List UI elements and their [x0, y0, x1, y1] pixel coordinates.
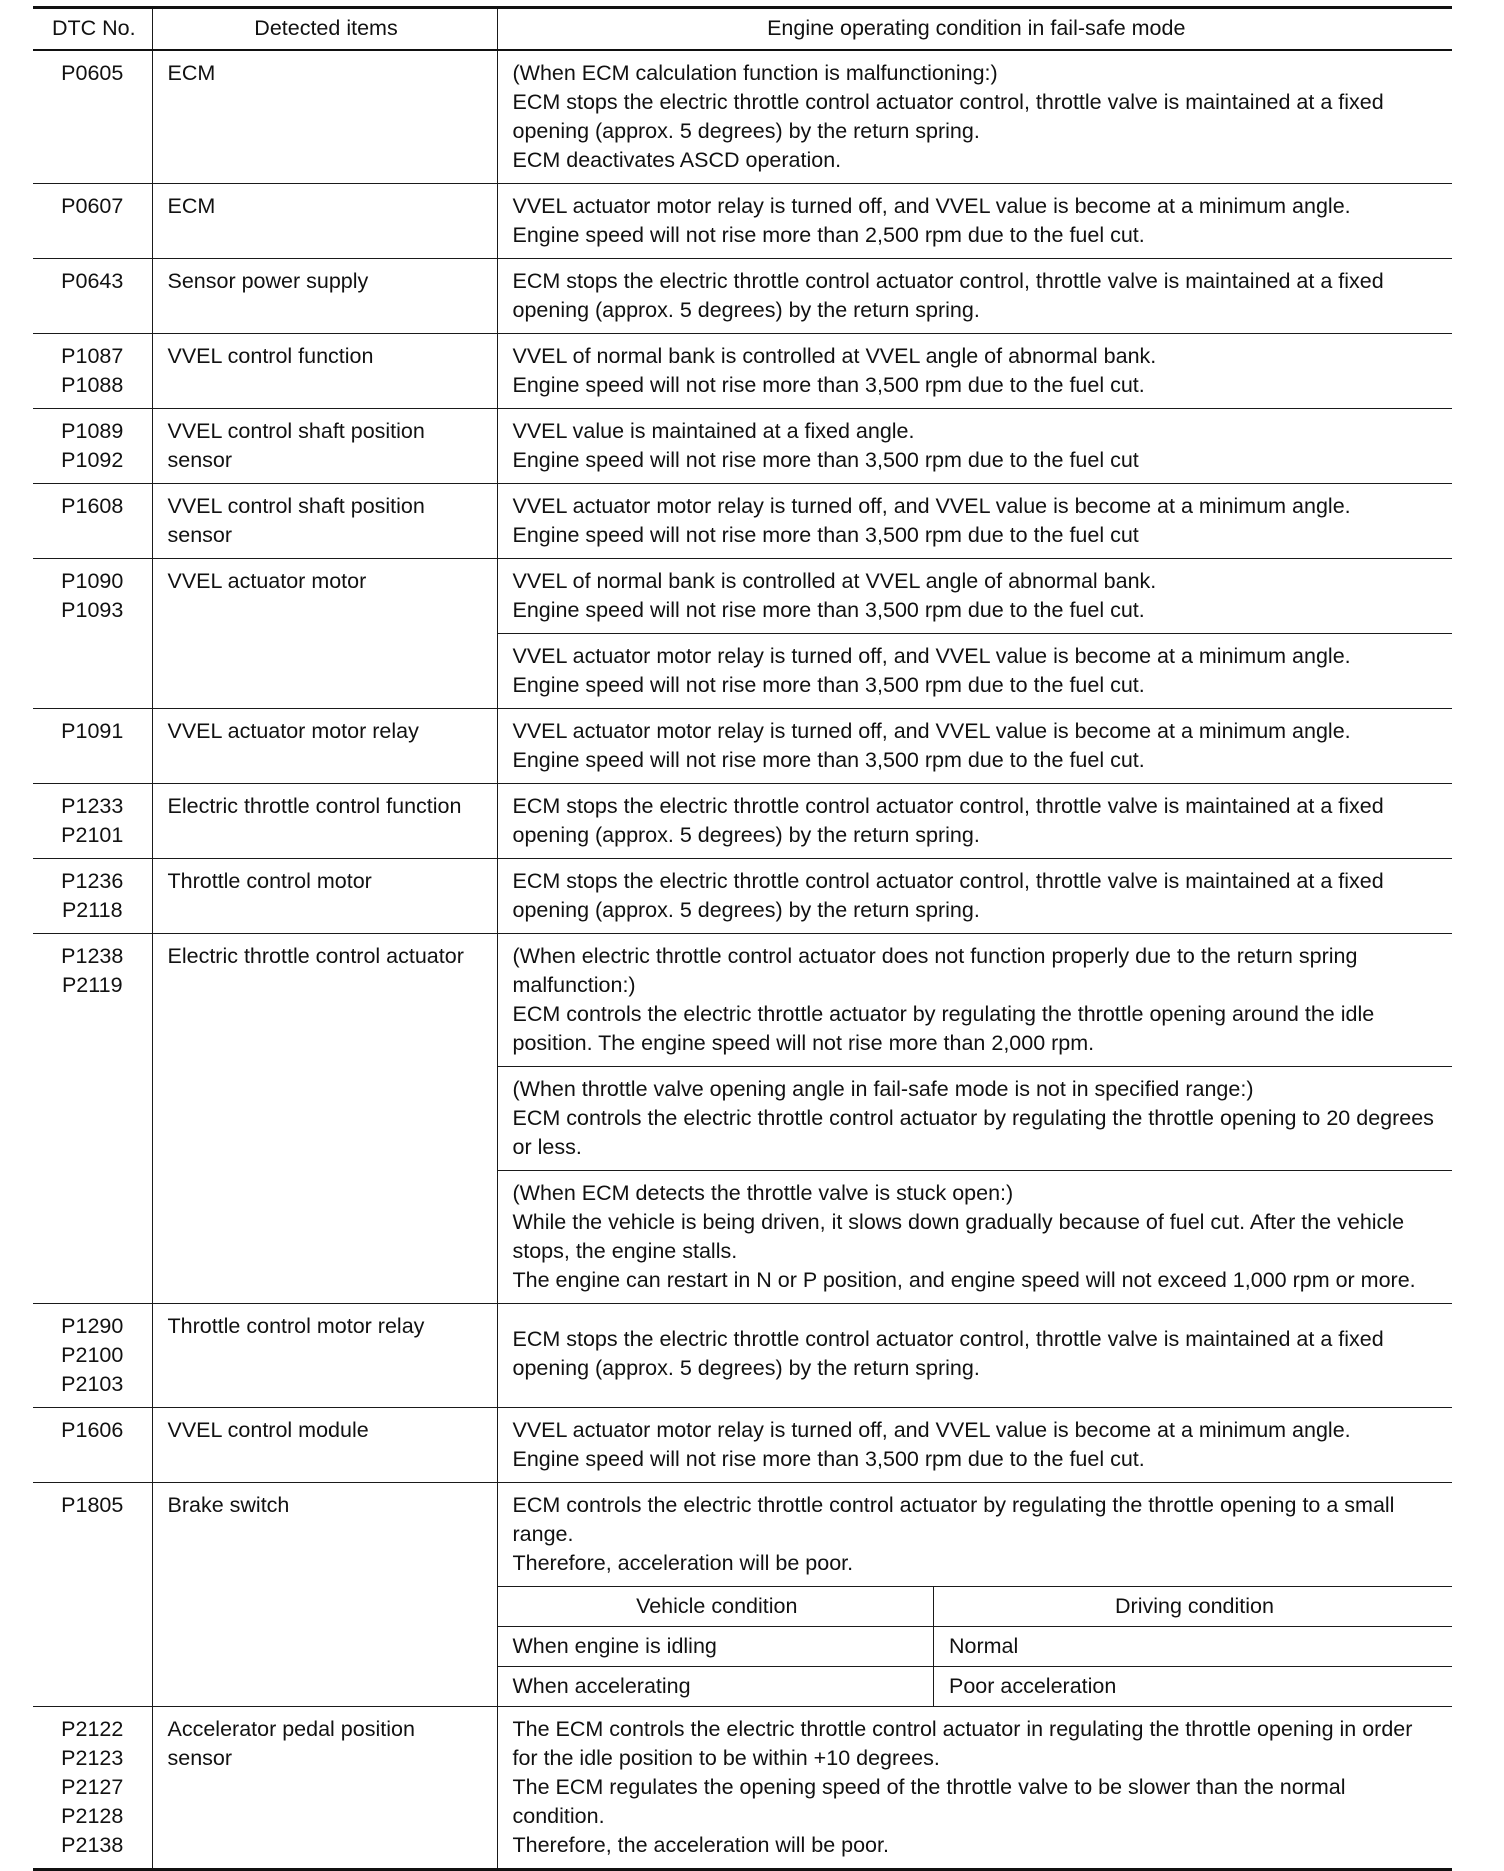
condition-cell — [497, 859, 1452, 934]
condition-line: The ECM regulates the opening speed of the throttle valve to be slower than the normal condition. — [512, 1775, 1346, 1828]
table-row — [33, 1483, 1452, 1707]
condition-block — [498, 51, 1453, 183]
detected-item: Throttle control motor — [152, 859, 497, 934]
dtc-code: P2128 — [61, 1804, 124, 1828]
condition-block — [498, 1483, 1453, 1586]
condition-line: The engine can restart in N or P position, and engine speed will not exceed 1,000 rpm or more. — [512, 1268, 1416, 1292]
table-row — [33, 1304, 1452, 1408]
detected-item: Throttle control motor relay — [152, 1304, 497, 1408]
subtable-cell: When engine is idling — [498, 1627, 934, 1667]
dtc-code: P0605 — [61, 61, 124, 85]
dtc-code: P2127 — [61, 1775, 124, 1799]
condition-block — [498, 859, 1453, 933]
detected-item: Electric throttle control function — [152, 784, 497, 859]
dtc-cell — [33, 784, 152, 859]
condition-text — [513, 492, 1441, 550]
table-row — [33, 184, 1452, 259]
condition-cell — [497, 709, 1452, 784]
condition-line: Engine speed will not rise more than 3,500 rpm due to the fuel cut. — [512, 373, 1145, 397]
header-detected-items: Detected items — [152, 8, 497, 51]
condition-text — [513, 1416, 1441, 1474]
table-body — [33, 50, 1452, 1870]
condition-line: ECM deactivates ASCD operation. — [512, 148, 842, 172]
condition-line: Engine speed will not rise more than 3,500 rpm due to the fuel cut. — [512, 598, 1145, 622]
dtc-cell — [33, 1483, 152, 1707]
dtc-cell — [33, 259, 152, 334]
condition-block — [498, 259, 1453, 333]
condition-text — [513, 942, 1441, 1058]
dtc-code: P1236 — [61, 869, 124, 893]
dtc-code: P1089 — [61, 419, 124, 443]
dtc-cell — [33, 934, 152, 1304]
condition-line: ECM controls the electric throttle actuator by regulating the throttle opening around the idle position. The engine speed will not rise more than 2,000 rpm. — [512, 1002, 1375, 1055]
condition-text — [513, 1325, 1441, 1383]
condition-cell — [497, 334, 1452, 409]
condition-cell — [497, 1483, 1452, 1707]
detected-item: ECM — [152, 184, 497, 259]
condition-block — [498, 633, 1453, 708]
table-row — [33, 784, 1452, 859]
condition-block — [498, 1707, 1453, 1868]
condition-line: The ECM controls the electric throttle control actuator in regulating the throttle opening in order for the idle position to be within +10 degrees. — [512, 1717, 1413, 1770]
subtable-cell: Poor acceleration — [934, 1667, 1453, 1707]
condition-text — [513, 867, 1441, 925]
condition-block — [498, 484, 1453, 558]
detected-item: ECM — [152, 50, 497, 184]
condition-text — [513, 717, 1441, 775]
dtc-cell — [33, 859, 152, 934]
condition-line: ECM controls the electric throttle control actuator by regulating the throttle opening to a small range. — [512, 1493, 1395, 1546]
dtc-code: P0607 — [61, 194, 124, 218]
condition-cell — [497, 1707, 1452, 1870]
condition-line: (When throttle valve opening angle in fail-safe mode is not in specified range:) — [512, 1077, 1254, 1101]
dtc-cell — [33, 184, 152, 259]
dtc-code: P1091 — [61, 719, 124, 743]
detected-item: Electric throttle control actuator — [152, 934, 497, 1304]
detected-item: VVEL control module — [152, 1408, 497, 1483]
condition-text — [513, 642, 1441, 700]
dtc-code: P1088 — [61, 373, 124, 397]
condition-text — [513, 1715, 1441, 1860]
condition-line: ECM stops the electric throttle control actuator control, throttle valve is maintained at a fixed opening (approx. 5 degrees) by the return spring. — [512, 90, 1384, 143]
condition-cell — [497, 1408, 1452, 1483]
detected-item: VVEL control function — [152, 334, 497, 409]
brake-switch-subtable — [498, 1586, 1453, 1706]
condition-line: VVEL actuator motor relay is turned off, and VVEL value is become at a minimum angle. — [512, 494, 1351, 518]
detected-item: Brake switch — [152, 1483, 497, 1707]
subtable-cell: When accelerating — [498, 1667, 934, 1707]
dtc-code: P2122 — [61, 1717, 124, 1741]
subtable-header: Driving condition — [934, 1587, 1453, 1627]
condition-text — [513, 59, 1441, 175]
table-row — [33, 1408, 1452, 1483]
dtc-code: P1087 — [61, 344, 124, 368]
condition-line: Therefore, the acceleration will be poor. — [512, 1833, 889, 1857]
dtc-code: P1093 — [61, 598, 124, 622]
condition-cell — [497, 784, 1452, 859]
condition-line: VVEL actuator motor relay is turned off, and VVEL value is become at a minimum angle. — [512, 719, 1351, 743]
condition-line: VVEL actuator motor relay is turned off, and VVEL value is become at a minimum angle. — [512, 644, 1351, 668]
fail-safe-table — [33, 6, 1452, 1871]
condition-block — [498, 1170, 1453, 1303]
condition-block — [498, 334, 1453, 408]
table-row — [33, 1707, 1452, 1870]
condition-line: Engine speed will not rise more than 3,500 rpm due to the fuel cut — [512, 448, 1139, 472]
condition-text — [513, 1491, 1441, 1578]
condition-block — [498, 784, 1453, 858]
table-header-row — [33, 8, 1452, 51]
condition-cell — [497, 184, 1452, 259]
condition-text — [513, 342, 1441, 400]
condition-cell — [497, 50, 1452, 184]
detected-item: VVEL control shaft position sensor — [152, 484, 497, 559]
dtc-cell — [33, 409, 152, 484]
table-row — [33, 334, 1452, 409]
table-row — [33, 934, 1452, 1304]
condition-line: VVEL actuator motor relay is turned off, and VVEL value is become at a minimum angle. — [512, 194, 1351, 218]
condition-line: Engine speed will not rise more than 3,500 rpm due to the fuel cut. — [512, 748, 1145, 772]
detected-item: Accelerator pedal position sensor — [152, 1707, 497, 1870]
table-row — [33, 259, 1452, 334]
header-condition: Engine operating condition in fail-safe mode — [497, 8, 1452, 51]
table-row — [33, 409, 1452, 484]
detected-item: VVEL actuator motor relay — [152, 709, 497, 784]
condition-line: (When electric throttle control actuator does not function properly due to the return spring malfunction:) — [512, 944, 1358, 997]
condition-block — [498, 559, 1453, 633]
dtc-code: P0643 — [61, 269, 124, 293]
condition-block — [498, 1066, 1453, 1170]
dtc-code: P1608 — [61, 494, 124, 518]
dtc-code: P1606 — [61, 1418, 124, 1442]
dtc-code: P1290 — [61, 1314, 124, 1338]
condition-block — [498, 184, 1453, 258]
condition-line: Therefore, acceleration will be poor. — [512, 1551, 854, 1575]
detected-item: Sensor power supply — [152, 259, 497, 334]
condition-text — [513, 792, 1441, 850]
dtc-code: P1090 — [61, 569, 124, 593]
condition-line: ECM controls the electric throttle control actuator by regulating the throttle opening to 20 degrees or less. — [512, 1106, 1434, 1159]
dtc-code: P2100 — [61, 1343, 124, 1367]
dtc-code: P1092 — [61, 448, 124, 472]
condition-text — [513, 567, 1441, 625]
subtable-row — [498, 1627, 1453, 1667]
dtc-code: P2118 — [61, 898, 123, 922]
table-row — [33, 484, 1452, 559]
detected-item: VVEL actuator motor — [152, 559, 497, 709]
table-row — [33, 50, 1452, 184]
condition-cell — [497, 1304, 1452, 1408]
condition-line: VVEL value is maintained at a fixed angle. — [512, 419, 915, 443]
condition-line: Engine speed will not rise more than 3,500 rpm due to the fuel cut. — [512, 1447, 1145, 1471]
condition-line: Engine speed will not rise more than 2,500 rpm due to the fuel cut. — [512, 223, 1145, 247]
condition-line: (When ECM calculation function is malfunctioning:) — [512, 61, 998, 85]
condition-cell — [497, 559, 1452, 709]
dtc-code: P2119 — [61, 973, 123, 997]
dtc-code: P2101 — [61, 823, 124, 847]
condition-text — [513, 417, 1441, 475]
table-row — [33, 559, 1452, 709]
dtc-cell — [33, 709, 152, 784]
condition-cell — [497, 934, 1452, 1304]
condition-cell — [497, 409, 1452, 484]
dtc-code: P1233 — [61, 794, 124, 818]
detected-item: VVEL control shaft position sensor — [152, 409, 497, 484]
condition-line: ECM stops the electric throttle control actuator control, throttle valve is maintained at a fixed opening (approx. 5 degrees) by the return spring. — [512, 794, 1384, 847]
condition-line: Engine speed will not rise more than 3,500 rpm due to the fuel cut. — [512, 673, 1145, 697]
condition-line: ECM stops the electric throttle control actuator control, throttle valve is maintained at a fixed opening (approx. 5 degrees) by the return spring. — [512, 1327, 1384, 1380]
condition-cell — [497, 484, 1452, 559]
dtc-code: P2138 — [61, 1833, 124, 1857]
condition-block — [498, 1408, 1453, 1482]
dtc-cell — [33, 1408, 152, 1483]
dtc-cell — [33, 50, 152, 184]
condition-text — [513, 1075, 1441, 1162]
condition-cell — [497, 259, 1452, 334]
subtable-header-row — [498, 1587, 1453, 1627]
condition-line: VVEL of normal bank is controlled at VVEL angle of abnormal bank. — [512, 344, 1157, 368]
table-row — [33, 859, 1452, 934]
dtc-cell — [33, 1707, 152, 1870]
subtable-row — [498, 1667, 1453, 1707]
condition-line: VVEL of normal bank is controlled at VVEL angle of abnormal bank. — [512, 569, 1157, 593]
table-row — [33, 709, 1452, 784]
dtc-code: P1238 — [61, 944, 124, 968]
subtable-cell: Normal — [934, 1627, 1453, 1667]
condition-line: ECM stops the electric throttle control actuator control, throttle valve is maintained at a fixed opening (approx. 5 degrees) by the return spring. — [512, 269, 1384, 322]
dtc-cell — [33, 484, 152, 559]
header-dtc: DTC No. — [33, 8, 152, 51]
condition-text — [513, 1179, 1441, 1295]
dtc-cell — [33, 559, 152, 709]
dtc-code: P1805 — [61, 1493, 124, 1517]
condition-block — [498, 1304, 1453, 1404]
page — [33, 6, 1452, 1871]
condition-line: ECM stops the electric throttle control actuator control, throttle valve is maintained at a fixed opening (approx. 5 degrees) by the return spring. — [512, 869, 1384, 922]
condition-text — [513, 267, 1441, 325]
dtc-code: P2103 — [61, 1372, 124, 1396]
condition-line: (When ECM detects the throttle valve is stuck open:) — [512, 1181, 1014, 1205]
dtc-cell — [33, 1304, 152, 1408]
condition-text — [513, 192, 1441, 250]
condition-block — [498, 709, 1453, 783]
subtable-header: Vehicle condition — [498, 1587, 934, 1627]
dtc-cell — [33, 334, 152, 409]
condition-line: Engine speed will not rise more than 3,500 rpm due to the fuel cut — [512, 523, 1139, 547]
condition-line: VVEL actuator motor relay is turned off, and VVEL value is become at a minimum angle. — [512, 1418, 1351, 1442]
condition-block — [498, 934, 1453, 1066]
condition-block — [498, 409, 1453, 483]
dtc-code: P2123 — [61, 1746, 124, 1770]
condition-line: While the vehicle is being driven, it slows down gradually because of fuel cut. After the vehicle stops, the engine stalls. — [512, 1210, 1405, 1263]
